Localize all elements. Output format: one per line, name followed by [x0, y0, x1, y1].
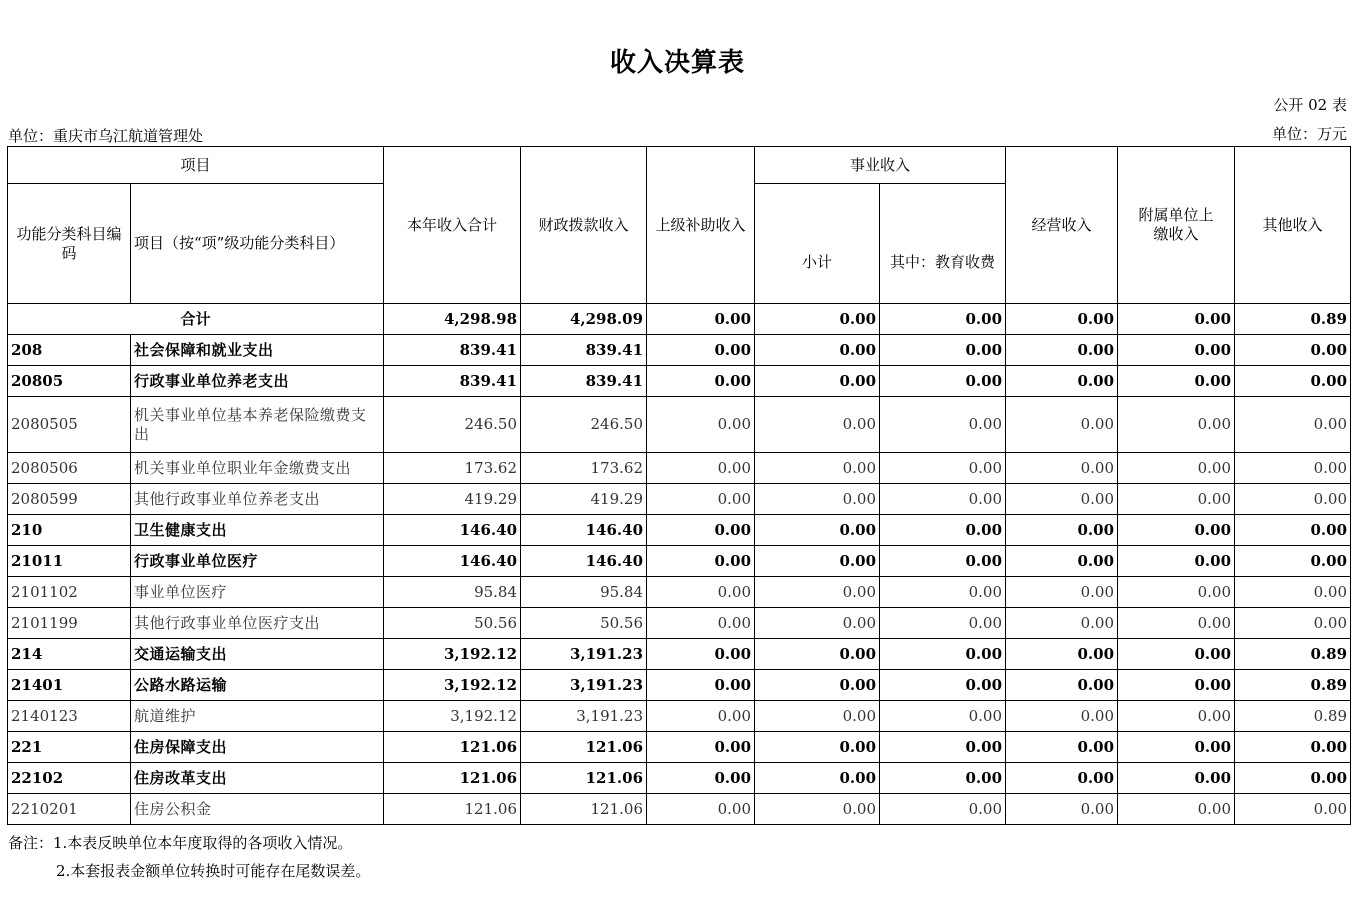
row-value: 0.00 — [1006, 608, 1118, 639]
row-value: 0.00 — [880, 577, 1006, 608]
row-value: 0.00 — [647, 608, 755, 639]
row-value: 0.00 — [1235, 608, 1351, 639]
row-value: 0.00 — [1235, 335, 1351, 366]
table-row — [8, 453, 1351, 484]
row-value: 0.00 — [647, 335, 755, 366]
row-value: 95.84 — [521, 577, 647, 608]
row-value: 3,191.23 — [521, 639, 647, 670]
row-value: 0.00 — [1006, 701, 1118, 732]
row-code: 2210201 — [8, 794, 131, 825]
row-code: 2080505 — [8, 397, 131, 453]
row-value: 0.00 — [880, 794, 1006, 825]
row-value: 146.40 — [521, 515, 647, 546]
row-value: 0.00 — [1006, 515, 1118, 546]
row-value: 0.00 — [1118, 670, 1235, 701]
total-row — [8, 304, 1351, 335]
row-value: 0.00 — [647, 397, 755, 453]
row-name: 行政事业单位养老支出 — [131, 366, 384, 397]
row-value: 0.00 — [880, 515, 1006, 546]
row-value: 50.56 — [521, 608, 647, 639]
row-value: 146.40 — [384, 546, 521, 577]
note-line-1: 备注：1.本表反映单位本年度取得的各项收入情况。 — [8, 834, 353, 852]
note-line-2: 2.本套报表金额单位转换时可能存在尾数误差。 — [56, 862, 371, 880]
row-value: 173.62 — [384, 453, 521, 484]
form-number: 公开 02 表 — [1273, 96, 1347, 114]
unit-name: 单位：重庆市乌江航道管理处 — [8, 127, 204, 145]
row-value: 419.29 — [521, 484, 647, 515]
table-row — [8, 670, 1351, 701]
row-value: 0.00 — [880, 670, 1006, 701]
row-value: 0.00 — [1118, 577, 1235, 608]
row-value: 146.40 — [521, 546, 647, 577]
row-name: 住房改革支出 — [131, 763, 384, 794]
row-value: 3,192.12 — [384, 701, 521, 732]
row-value: 0.00 — [1006, 546, 1118, 577]
header-subtotal: 小计 — [755, 184, 880, 304]
row-code: 221 — [8, 732, 131, 763]
row-code: 2080506 — [8, 453, 131, 484]
row-value: 0.00 — [755, 639, 880, 670]
row-value: 121.06 — [521, 732, 647, 763]
header-other: 其他收入 — [1235, 147, 1351, 304]
row-value: 0.00 — [1006, 335, 1118, 366]
row-value: 0.00 — [1006, 397, 1118, 453]
row-name: 事业单位医疗 — [131, 577, 384, 608]
total-value: 0.89 — [1235, 304, 1351, 335]
row-value: 0.00 — [1006, 639, 1118, 670]
row-value: 0.00 — [647, 515, 755, 546]
total-value: 0.00 — [1006, 304, 1118, 335]
row-value: 0.00 — [1006, 577, 1118, 608]
row-value: 0.00 — [880, 484, 1006, 515]
row-value: 50.56 — [384, 608, 521, 639]
header-education: 其中：教育收费 — [880, 184, 1006, 304]
row-value: 0.00 — [647, 763, 755, 794]
total-value: 0.00 — [1118, 304, 1235, 335]
row-value: 0.00 — [1118, 763, 1235, 794]
row-value: 0.00 — [1235, 366, 1351, 397]
row-value: 419.29 — [384, 484, 521, 515]
table-row — [8, 546, 1351, 577]
total-label: 合计 — [8, 304, 384, 335]
row-value: 0.00 — [755, 484, 880, 515]
row-value: 121.06 — [384, 763, 521, 794]
row-value: 246.50 — [521, 397, 647, 453]
row-value: 0.89 — [1235, 670, 1351, 701]
row-value: 3,192.12 — [384, 670, 521, 701]
row-value: 3,192.12 — [384, 639, 521, 670]
header-name: 项目（按“项”级功能分类科目） — [131, 184, 384, 304]
row-code: 22102 — [8, 763, 131, 794]
row-name: 住房保障支出 — [131, 732, 384, 763]
row-value: 0.00 — [1118, 397, 1235, 453]
row-value: 0.00 — [755, 577, 880, 608]
table-row — [8, 794, 1351, 825]
row-value: 0.00 — [1118, 453, 1235, 484]
row-value: 0.00 — [880, 701, 1006, 732]
table-row — [8, 397, 1351, 453]
row-value: 0.00 — [647, 701, 755, 732]
row-value: 0.00 — [647, 639, 755, 670]
header-total: 本年收入合计 — [384, 147, 521, 304]
table-row — [8, 515, 1351, 546]
row-value: 839.41 — [521, 366, 647, 397]
row-name: 其他行政事业单位养老支出 — [131, 484, 384, 515]
row-value: 0.00 — [647, 484, 755, 515]
row-code: 21401 — [8, 670, 131, 701]
total-value: 4,298.09 — [521, 304, 647, 335]
row-value: 839.41 — [521, 335, 647, 366]
row-name: 机关事业单位基本养老保险缴费支出 — [131, 397, 384, 453]
row-code: 210 — [8, 515, 131, 546]
notes — [8, 829, 370, 885]
row-code: 2080599 — [8, 484, 131, 515]
row-value: 0.00 — [647, 794, 755, 825]
row-value: 0.00 — [755, 701, 880, 732]
header-project-group: 项目 — [8, 147, 384, 184]
row-value: 0.89 — [1235, 701, 1351, 732]
row-value: 0.00 — [1235, 397, 1351, 453]
row-value: 0.00 — [1235, 484, 1351, 515]
row-value: 0.89 — [1235, 639, 1351, 670]
row-value: 0.00 — [755, 335, 880, 366]
table-row — [8, 608, 1351, 639]
table-row — [8, 366, 1351, 397]
table-row — [8, 701, 1351, 732]
unit-currency: 单位：万元 — [1271, 125, 1347, 143]
row-value: 0.00 — [647, 577, 755, 608]
row-value: 3,191.23 — [521, 701, 647, 732]
row-value: 0.00 — [1006, 763, 1118, 794]
row-value: 0.00 — [755, 366, 880, 397]
table-row — [8, 732, 1351, 763]
row-value: 0.00 — [1235, 577, 1351, 608]
row-value: 0.00 — [1118, 732, 1235, 763]
row-value: 0.00 — [1235, 515, 1351, 546]
header-code: 功能分类科目编码 — [8, 184, 131, 304]
income-table — [7, 146, 1351, 825]
row-value: 121.06 — [384, 732, 521, 763]
row-value: 0.00 — [1118, 794, 1235, 825]
row-name: 交通运输支出 — [131, 639, 384, 670]
row-name: 公路水路运输 — [131, 670, 384, 701]
row-value: 146.40 — [384, 515, 521, 546]
row-value: 0.00 — [1006, 484, 1118, 515]
row-value: 839.41 — [384, 366, 521, 397]
header-career-group: 事业收入 — [755, 147, 1006, 184]
row-value: 121.06 — [521, 763, 647, 794]
row-value: 0.00 — [755, 608, 880, 639]
row-name: 行政事业单位医疗 — [131, 546, 384, 577]
row-value: 0.00 — [880, 546, 1006, 577]
row-value: 121.06 — [521, 794, 647, 825]
row-value: 0.00 — [880, 763, 1006, 794]
row-name: 社会保障和就业支出 — [131, 335, 384, 366]
row-code: 21011 — [8, 546, 131, 577]
row-value: 0.00 — [1235, 763, 1351, 794]
table-row — [8, 763, 1351, 794]
header-affiliated: 附属单位上缴收入 — [1118, 147, 1235, 304]
row-code: 2101102 — [8, 577, 131, 608]
row-name: 机关事业单位职业年金缴费支出 — [131, 453, 384, 484]
row-value: 0.00 — [1118, 366, 1235, 397]
total-value: 0.00 — [647, 304, 755, 335]
row-code: 214 — [8, 639, 131, 670]
table-row — [8, 335, 1351, 366]
total-value: 0.00 — [880, 304, 1006, 335]
row-value: 0.00 — [880, 608, 1006, 639]
row-code: 20805 — [8, 366, 131, 397]
row-value: 246.50 — [384, 397, 521, 453]
row-value: 0.00 — [1118, 515, 1235, 546]
row-value: 0.00 — [755, 453, 880, 484]
row-value: 0.00 — [880, 732, 1006, 763]
row-value: 0.00 — [647, 546, 755, 577]
row-value: 0.00 — [755, 515, 880, 546]
row-value: 0.00 — [1006, 366, 1118, 397]
row-value: 0.00 — [755, 794, 880, 825]
table-row — [8, 484, 1351, 515]
row-value: 0.00 — [1118, 335, 1235, 366]
header-fiscal: 财政拨款收入 — [521, 147, 647, 304]
row-value: 0.00 — [755, 732, 880, 763]
row-value: 0.00 — [1006, 732, 1118, 763]
header-superior: 上级补助收入 — [647, 147, 755, 304]
row-value: 0.00 — [1006, 794, 1118, 825]
page-title: 收入决算表 — [609, 48, 745, 78]
total-value: 0.00 — [755, 304, 880, 335]
row-value: 0.00 — [755, 670, 880, 701]
row-name: 卫生健康支出 — [131, 515, 384, 546]
table-row — [8, 639, 1351, 670]
row-value: 0.00 — [647, 732, 755, 763]
row-value: 0.00 — [1118, 639, 1235, 670]
row-code: 2101199 — [8, 608, 131, 639]
row-value: 3,191.23 — [521, 670, 647, 701]
row-value: 0.00 — [647, 366, 755, 397]
row-value: 121.06 — [384, 794, 521, 825]
total-value: 4,298.98 — [384, 304, 521, 335]
row-name: 其他行政事业单位医疗支出 — [131, 608, 384, 639]
row-value: 0.00 — [1235, 794, 1351, 825]
row-value: 0.00 — [1118, 701, 1235, 732]
row-value: 0.00 — [880, 366, 1006, 397]
row-code: 208 — [8, 335, 131, 366]
row-value: 0.00 — [755, 763, 880, 794]
row-value: 0.00 — [880, 639, 1006, 670]
row-value: 0.00 — [1235, 546, 1351, 577]
row-value: 0.00 — [755, 397, 880, 453]
row-value: 0.00 — [1118, 546, 1235, 577]
row-value: 173.62 — [521, 453, 647, 484]
row-value: 0.00 — [1006, 453, 1118, 484]
table-row — [8, 577, 1351, 608]
header-business: 经营收入 — [1006, 147, 1118, 304]
row-name: 航道维护 — [131, 701, 384, 732]
row-value: 0.00 — [880, 397, 1006, 453]
row-value: 0.00 — [1118, 608, 1235, 639]
row-name: 住房公积金 — [131, 794, 384, 825]
row-value: 0.00 — [880, 335, 1006, 366]
row-value: 0.00 — [647, 453, 755, 484]
row-value: 839.41 — [384, 335, 521, 366]
row-value: 0.00 — [1235, 453, 1351, 484]
row-value: 95.84 — [384, 577, 521, 608]
row-value: 0.00 — [1118, 484, 1235, 515]
row-value: 0.00 — [880, 453, 1006, 484]
row-code: 2140123 — [8, 701, 131, 732]
row-value: 0.00 — [647, 670, 755, 701]
row-value: 0.00 — [1006, 670, 1118, 701]
row-value: 0.00 — [1235, 732, 1351, 763]
row-value: 0.00 — [755, 546, 880, 577]
